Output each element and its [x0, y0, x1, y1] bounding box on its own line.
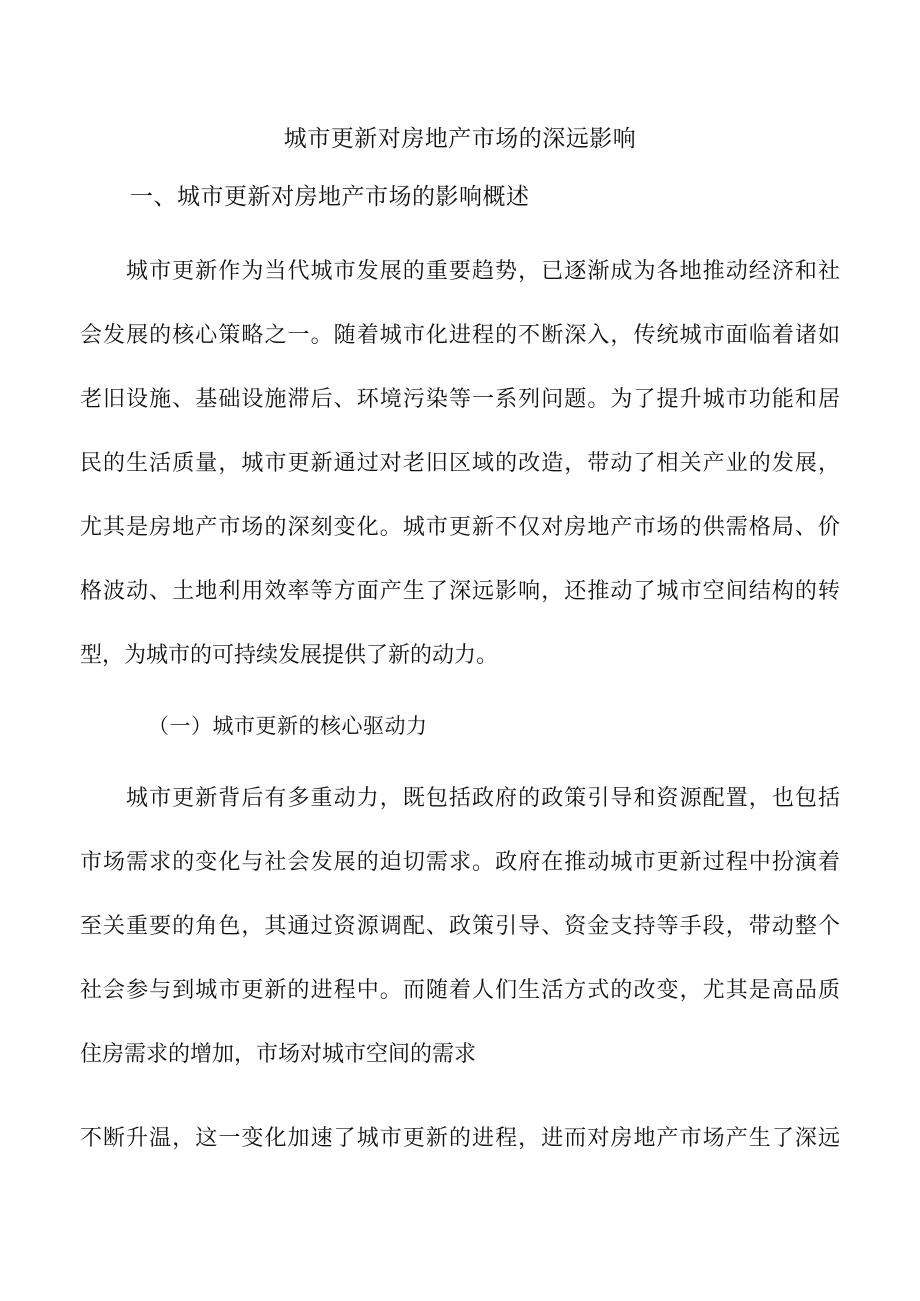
paragraph-line: 尤其是房地产市场的深刻变化。城市更新不仅对房地产市场的供需格局、价	[80, 515, 840, 540]
paragraph-line: 社会参与到城市更新的进程中。而随着人们生活方式的改变，尤其是高品质	[80, 978, 840, 1003]
paragraph-drivers	[80, 767, 840, 1087]
paragraph-line: 会发展的核心策略之一。随着城市化进程的不断深入，传统城市面临着诸如	[80, 323, 840, 348]
paragraph-line: 住房需求的增加，市场对城市空间的需求	[80, 1042, 477, 1067]
paragraph-line: 老旧设施、基础设施滞后、环境污染等一系列问题。为了提升城市功能和居	[80, 387, 840, 412]
subsection-heading: （一）城市更新的核心驱动力	[148, 714, 428, 738]
paragraph-line: 民的生活质量，城市更新通过对老旧区域的改造，带动了相关产业的发展，	[80, 451, 840, 476]
paragraph-line: 城市更新背后有多重动力，既包括政府的政策引导和资源配置，也包括	[126, 786, 840, 811]
paragraph-line: 不断升温，这一变化加速了城市更新的进程，进而对房地产市场产生了深远	[80, 1126, 840, 1151]
paragraph-line: 至关重要的角色，其通过资源调配、政策引导、资金支持等手段，带动整个	[80, 914, 840, 939]
paragraph-overview	[80, 240, 840, 688]
paragraph-line: 型，为城市的可持续发展提供了新的动力。	[80, 643, 499, 668]
paragraph-line: 市场需求的变化与社会发展的迫切需求。政府在推动城市更新过程中扮演着	[80, 850, 840, 875]
paragraph-line: 格波动、土地利用效率等方面产生了深远影响，还推动了城市空间结构的转	[80, 579, 840, 604]
paragraph-continuation	[80, 1107, 840, 1171]
document-title: 城市更新对房地产市场的深远影响	[283, 126, 637, 152]
paragraph-line: 城市更新作为当代城市发展的重要趋势，已逐渐成为各地推动经济和社	[126, 259, 840, 284]
section-heading: 一、城市更新对房地产市场的影响概述	[130, 184, 530, 210]
